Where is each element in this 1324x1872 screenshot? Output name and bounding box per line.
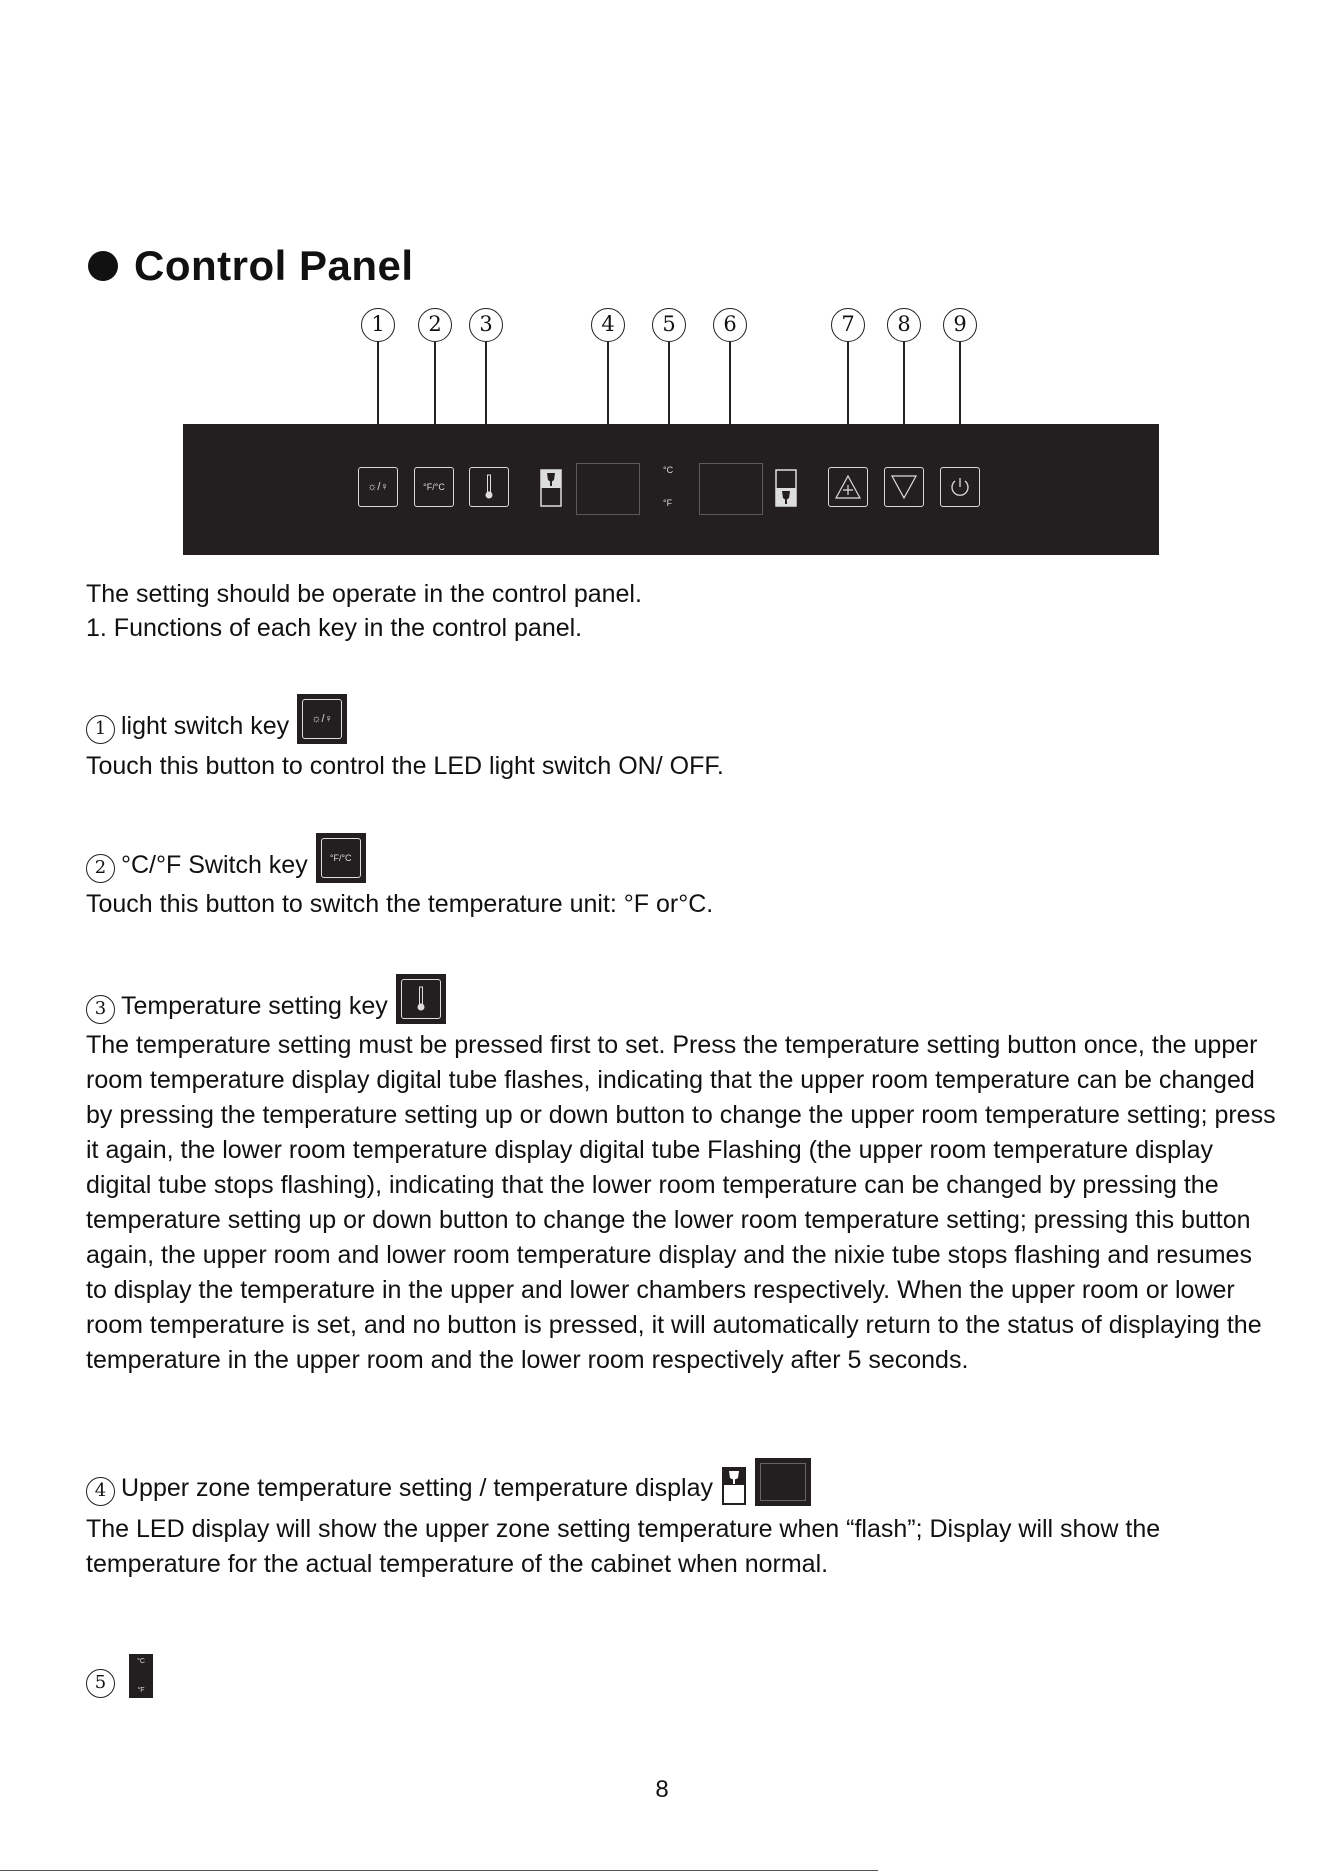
section-5-number: 5 — [86, 1669, 115, 1698]
section-4-title: Upper zone temperature setting / temperature display — [121, 1474, 713, 1502]
leader-line-4 — [607, 342, 609, 424]
section-4-number: 4 — [86, 1477, 115, 1506]
leader-line-2 — [434, 342, 436, 424]
section-3-body: The temperature setting must be pressed first to set. Press the temperature setting button once, the upper room temperature display digital tube flashes, indicating that the upper room temperature can be changed by pressing the temperature setting up or down button to change the upper room temperature setting; press it again, the lower room temperature display digital tube Flashing (the upper room temperature display digital tube stops flashing), indicating that the lower room temperature can be changed by pressing the temperature setting up or down button to change the lower room temperature setting; pressing this button again, the upper room and lower room temperature display and the nixie tube stops flashing and resumes to display the temperature in the upper and lower chambers respectively. When the upper room or lower room temperature is set, and no button is pressed, it will automatically return to the status of displaying the temperature in the upper room and the lower room respectively after 5 seconds. — [86, 1031, 1276, 1374]
leader-line-6 — [729, 342, 731, 424]
minus-triangle-icon — [890, 474, 918, 500]
section-2-heading — [86, 833, 366, 883]
unit-indicator-icon: °C °F — [129, 1654, 153, 1698]
section-3-heading — [86, 974, 446, 1024]
intro-line-1: The setting should be operate in the control panel. — [86, 580, 642, 608]
section-3-title: Temperature setting key — [121, 992, 388, 1020]
page-number: 8 — [655, 1776, 669, 1803]
section-2-title: °C/°F Switch key — [121, 851, 308, 879]
section-4-body: The LED display will show the upper zone setting temperature when “flash”; Display will show the temperature for the actual temperature of the cabinet when normal. — [86, 1515, 1161, 1578]
section-1-number: 1 — [86, 715, 115, 744]
callout-9: 9 — [943, 308, 977, 342]
light-switch-key-icon: ☼/♀ — [297, 694, 347, 744]
callout-3: 3 — [469, 308, 503, 342]
light-switch-key — [358, 467, 398, 507]
temperature-up-key — [828, 467, 868, 507]
temperature-down-key — [884, 467, 924, 507]
plus-triangle-icon — [834, 474, 862, 500]
unit-celsius-indicator: °C — [663, 465, 674, 475]
upper-zone-icon — [540, 469, 562, 507]
unit-switch-icon: °F/°C — [423, 482, 445, 492]
unit-switch-key-icon: °F/°C — [316, 833, 366, 883]
upper-display-icon — [755, 1458, 811, 1506]
upper-temperature-display — [576, 463, 640, 515]
section-2-body: Touch this button to switch the temperature unit: °F or°C. — [86, 890, 714, 918]
leader-line-3 — [485, 342, 487, 424]
lower-zone-icon — [775, 469, 797, 507]
section-1-heading — [86, 694, 347, 744]
callout-5: 5 — [652, 308, 686, 342]
leader-line-5 — [668, 342, 670, 424]
control-panel-illustration — [183, 424, 1159, 555]
leader-line-8 — [903, 342, 905, 424]
section-1-title: light switch key — [121, 712, 290, 740]
callout-1: 1 — [361, 308, 395, 342]
unit-fahrenheit-indicator: °F — [663, 498, 673, 508]
callout-4: 4 — [591, 308, 625, 342]
leader-line-9 — [959, 342, 961, 424]
section-3-number: 3 — [86, 995, 115, 1024]
temperature-setting-key — [469, 467, 509, 507]
section-4-heading — [86, 1458, 811, 1506]
bottom-rule — [0, 1870, 878, 1871]
callout-8: 8 — [887, 308, 921, 342]
section-5-heading — [86, 1654, 153, 1698]
callout-6: 6 — [713, 308, 747, 342]
callout-2: 2 — [418, 308, 452, 342]
power-icon — [948, 475, 972, 499]
thermometer-key-icon — [396, 974, 446, 1024]
section-2-number: 2 — [86, 854, 115, 883]
section-1-body: Touch this button to control the LED light switch ON/ OFF. — [86, 752, 724, 780]
power-key — [940, 467, 980, 507]
leader-line-1 — [377, 342, 379, 424]
intro-line-2: 1. Functions of each key in the control panel. — [86, 614, 583, 642]
light-bulb-icon: ☼/♀ — [367, 481, 389, 493]
unit-switch-key — [414, 467, 454, 507]
lower-temperature-display — [699, 463, 763, 515]
thermometer-icon — [482, 474, 496, 500]
thermometer-icon — [414, 986, 428, 1012]
callout-7: 7 — [831, 308, 865, 342]
leader-line-7 — [847, 342, 849, 424]
section-heading — [88, 236, 414, 296]
page-title: Control Panel — [134, 242, 414, 289]
upper-zone-icon — [721, 1466, 747, 1506]
bullet-icon — [88, 251, 118, 281]
